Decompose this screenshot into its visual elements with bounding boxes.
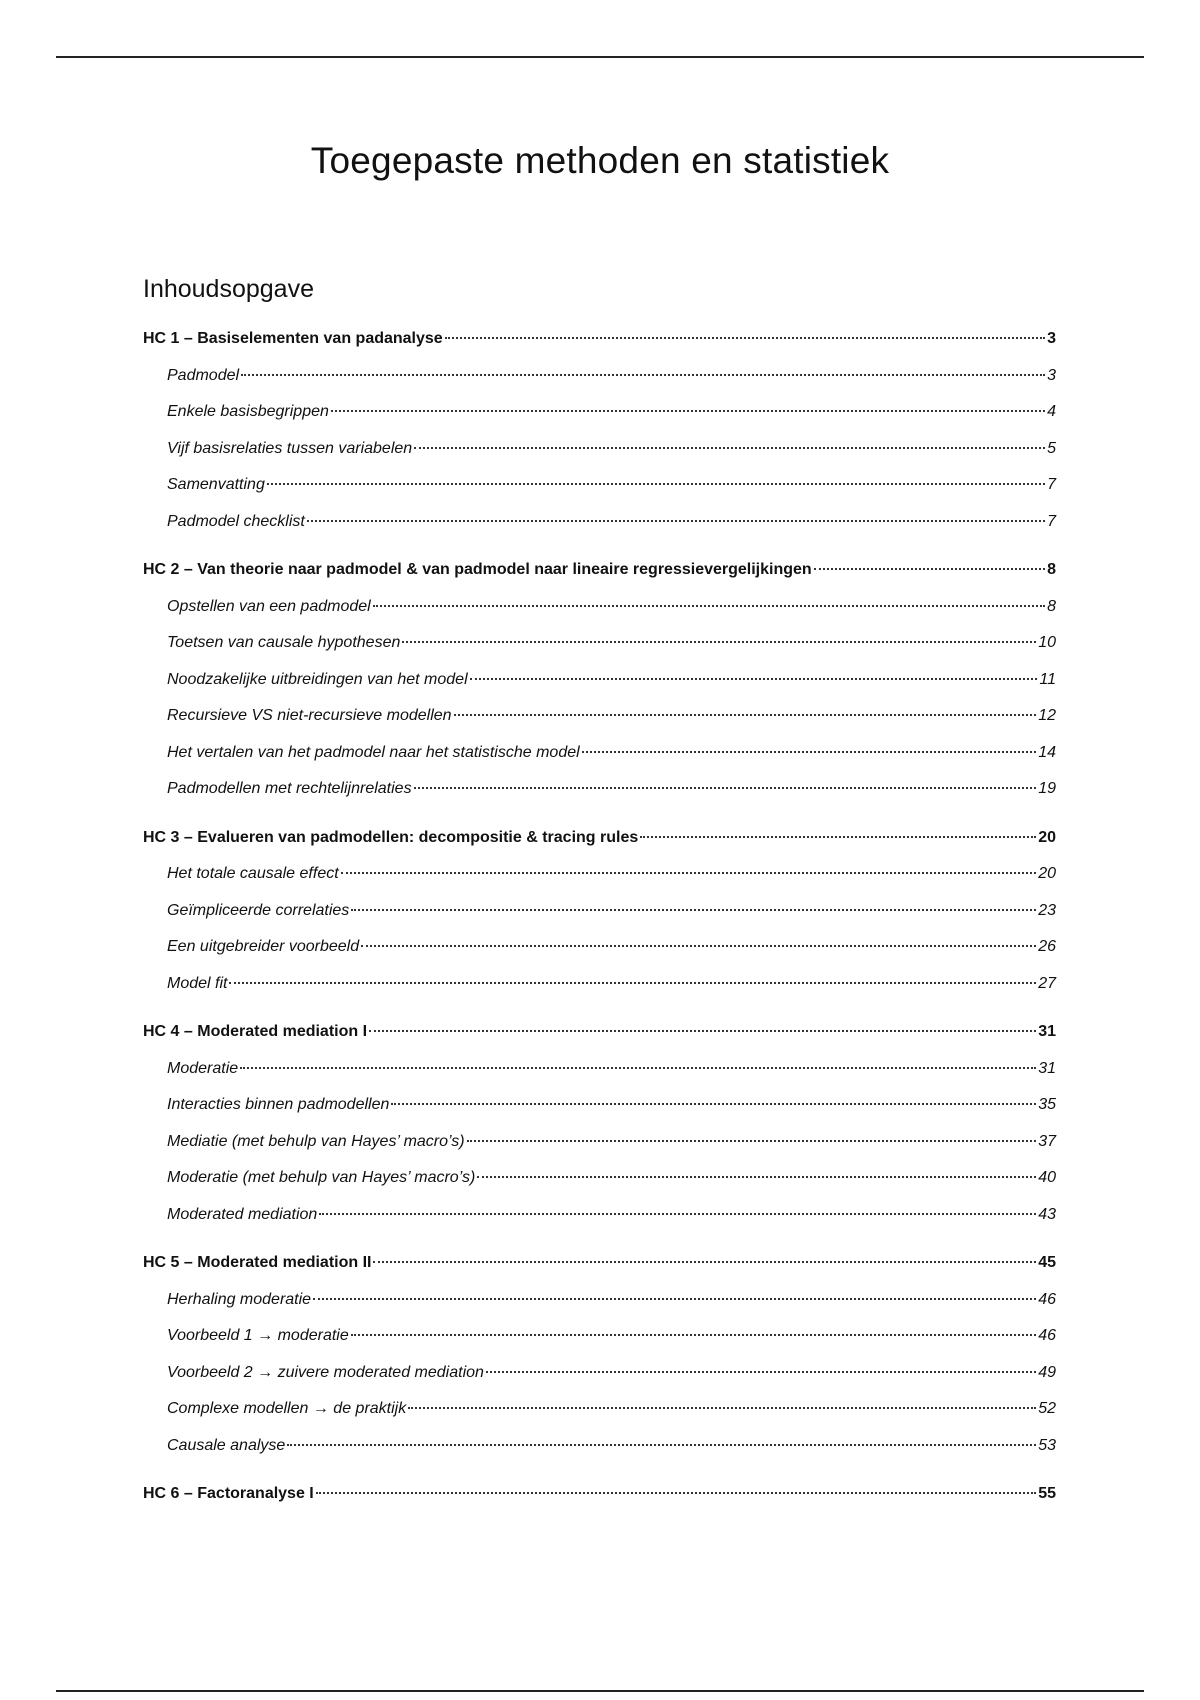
toc-entry-page-number: 53 xyxy=(1038,1436,1056,1454)
dot-leader xyxy=(470,678,1038,680)
toc-entry-title: HC 1 – Basiselementen van padanalyse xyxy=(143,330,443,347)
toc-entry-page-number: 4 xyxy=(1047,403,1056,420)
dot-leader xyxy=(369,1030,1036,1032)
toc-entry-page-number: 49 xyxy=(1038,1363,1056,1381)
toc-subsection-entry[interactable] xyxy=(143,1291,1056,1328)
toc-subsection-entry[interactable] xyxy=(143,598,1056,635)
toc-subsection-entry[interactable] xyxy=(143,902,1056,939)
toc-section xyxy=(143,561,1056,817)
toc-entry-title: HC 4 – Moderated mediation I xyxy=(143,1023,368,1040)
dot-leader xyxy=(241,374,1045,376)
toc-entry-page-number: 43 xyxy=(1038,1205,1056,1223)
toc-subsection-entry[interactable] xyxy=(143,1327,1056,1364)
toc-chapter-entry[interactable] xyxy=(143,1485,1056,1522)
dot-leader xyxy=(287,1444,1036,1446)
toc-chapter-entry[interactable] xyxy=(143,1254,1056,1291)
dot-leader xyxy=(477,1176,1036,1178)
dot-leader xyxy=(361,945,1036,947)
toc-entry-title: Moderated mediation xyxy=(167,1205,318,1223)
toc-subsection-entry[interactable] xyxy=(143,440,1056,477)
toc-entry-title: Het totale causale effect xyxy=(167,865,339,882)
toc-subsection-entry[interactable] xyxy=(143,1133,1056,1170)
dot-leader xyxy=(240,1067,1036,1069)
toc-chapter-entry[interactable] xyxy=(143,561,1056,598)
toc-subsection-entry[interactable] xyxy=(143,1364,1056,1401)
toc-entry-page-number: 46 xyxy=(1038,1290,1056,1308)
toc-entry-page-number: 26 xyxy=(1038,938,1056,955)
toc-subsection-entry[interactable] xyxy=(143,367,1056,404)
toc-entry-title: Het vertalen van het padmodel naar het statistische model xyxy=(167,743,580,761)
toc-subsection-entry[interactable] xyxy=(143,476,1056,513)
toc-entry-page-number: 8 xyxy=(1047,561,1056,578)
toc-entry-title: Herhaling moderatie xyxy=(167,1290,312,1308)
toc-entry-page-number: 55 xyxy=(1038,1485,1056,1502)
dot-leader xyxy=(414,447,1045,449)
toc-subsection-entry[interactable] xyxy=(143,1206,1056,1243)
toc-entry-title: Complexe modellen → de praktijk xyxy=(167,1400,407,1417)
toc-entry-page-number: 20 xyxy=(1038,828,1056,846)
toc-entry-title: Padmodellen met rechtelijnrelaties xyxy=(167,780,412,797)
dot-leader xyxy=(454,714,1037,716)
document-title: Toegepaste methoden en statistiek xyxy=(310,140,890,181)
dot-leader xyxy=(408,1407,1036,1409)
toc-subsection-entry[interactable] xyxy=(143,1169,1056,1206)
toc-entry-title: Causale analyse xyxy=(167,1436,286,1454)
toc-subsection-entry[interactable] xyxy=(143,975,1056,1012)
toc-entry-title: Moderatie (met behulp van Hayes’ macro’s) xyxy=(167,1169,476,1186)
toc-entry-page-number: 5 xyxy=(1047,439,1056,457)
toc-subsection-entry[interactable] xyxy=(143,865,1056,902)
toc-subsection-entry[interactable] xyxy=(143,744,1056,781)
toc-entry-page-number: 20 xyxy=(1038,865,1056,882)
dot-leader xyxy=(391,1103,1036,1105)
toc-subsection-entry[interactable] xyxy=(143,1437,1056,1474)
toc-entry-page-number: 37 xyxy=(1038,1132,1056,1150)
toc-entry-page-number: 19 xyxy=(1038,780,1056,797)
toc-entry-title: Mediatie (met behulp van Hayes’ macro’s) xyxy=(167,1132,465,1150)
toc-entry-title: HC 3 – Evalueren van padmodellen: decompositie & tracing rules xyxy=(143,828,639,846)
toc-entry-page-number: 12 xyxy=(1038,707,1056,724)
dot-leader xyxy=(814,568,1045,570)
toc-entry-page-number: 7 xyxy=(1047,512,1056,530)
toc-entry-page-number: 31 xyxy=(1038,1023,1056,1040)
toc-entry-title: Padmodel xyxy=(167,366,240,384)
dot-leader xyxy=(229,982,1036,984)
toc-entry-title: Recursieve VS niet-recursieve modellen xyxy=(167,707,452,724)
toc-heading: Inhoudsopgave xyxy=(143,275,314,303)
toc-entry-title: Samenvatting xyxy=(167,476,265,493)
dot-leader xyxy=(307,520,1045,522)
toc-subsection-entry[interactable] xyxy=(143,707,1056,744)
toc-subsection-entry[interactable] xyxy=(143,513,1056,550)
dot-leader xyxy=(402,641,1036,643)
toc-entry-title: HC 5 – Moderated mediation II xyxy=(143,1254,372,1271)
toc-entry-title: Opstellen van een padmodel xyxy=(167,597,371,615)
toc-entry-page-number: 8 xyxy=(1047,597,1056,615)
top-rule xyxy=(56,56,1144,58)
toc-subsection-entry[interactable] xyxy=(143,1400,1056,1437)
toc-subsection-entry[interactable] xyxy=(143,1096,1056,1133)
toc-subsection-entry[interactable] xyxy=(143,671,1056,708)
toc-entry-title: Padmodel checklist xyxy=(167,512,305,530)
dot-leader xyxy=(313,1298,1036,1300)
dot-leader xyxy=(373,605,1045,607)
toc-entry-page-number: 23 xyxy=(1038,901,1056,919)
toc-chapter-entry[interactable] xyxy=(143,1023,1056,1060)
dot-leader xyxy=(319,1213,1036,1215)
toc-entry-title: Voorbeeld 1 → moderatie xyxy=(167,1327,349,1344)
toc-entry-title: Voorbeeld 2 → zuivere moderated mediation xyxy=(167,1363,484,1381)
dot-leader xyxy=(351,1334,1036,1336)
toc-section xyxy=(143,330,1056,549)
toc-entry-page-number: 46 xyxy=(1038,1327,1056,1344)
toc-entry-title: Vijf basisrelaties tussen variabelen xyxy=(167,439,413,457)
toc-entry-page-number: 3 xyxy=(1047,330,1056,347)
toc-entry-title: Moderatie xyxy=(167,1059,239,1077)
toc-entry-page-number: 11 xyxy=(1039,670,1056,688)
toc-entry-page-number: 52 xyxy=(1038,1400,1056,1417)
toc-entry-page-number: 14 xyxy=(1038,743,1056,761)
toc-entry-page-number: 27 xyxy=(1038,974,1056,992)
toc-entry-title: HC 2 – Van theorie naar padmodel & van padmodel naar lineaire regressievergelijkingen xyxy=(143,561,812,578)
toc-entry-title: Een uitgebreider voorbeeld xyxy=(167,938,360,955)
toc-entry-page-number: 40 xyxy=(1038,1169,1056,1186)
dot-leader xyxy=(640,836,1036,838)
toc-subsection-entry[interactable] xyxy=(143,938,1056,975)
dot-leader xyxy=(445,337,1045,339)
toc-entry-title: Toetsen van causale hypothesen xyxy=(167,634,401,651)
toc-subsection-entry[interactable] xyxy=(143,780,1056,817)
toc-entry-page-number: 3 xyxy=(1047,366,1056,384)
toc-entry-page-number: 10 xyxy=(1038,634,1056,651)
toc-entry-title: Noodzakelijke uitbreidingen van het model xyxy=(167,670,468,688)
toc-entry-title: HC 6 – Factoranalyse I xyxy=(143,1485,314,1502)
dot-leader xyxy=(331,410,1045,412)
toc-entry-title: Geïmpliceerde correlaties xyxy=(167,901,350,919)
toc-section xyxy=(143,1485,1056,1522)
toc-entry-title: Interacties binnen padmodellen xyxy=(167,1096,390,1113)
toc-section xyxy=(143,829,1056,1012)
toc-entry-page-number: 31 xyxy=(1038,1059,1056,1077)
toc-subsection-entry[interactable] xyxy=(143,1060,1056,1097)
toc-entry-page-number: 35 xyxy=(1038,1096,1056,1113)
dot-leader xyxy=(316,1492,1036,1494)
bottom-rule xyxy=(56,1690,1144,1692)
toc-section xyxy=(143,1254,1056,1473)
toc-entry-page-number: 7 xyxy=(1047,476,1056,493)
dot-leader xyxy=(486,1371,1036,1373)
dot-leader xyxy=(414,787,1037,789)
toc-entry-title: Enkele basisbegrippen xyxy=(167,403,329,420)
dot-leader xyxy=(467,1140,1037,1142)
toc-subsection-entry[interactable] xyxy=(143,634,1056,671)
table-of-contents xyxy=(143,330,1056,1534)
toc-entry-title: Model fit xyxy=(167,974,228,992)
dot-leader xyxy=(582,751,1037,753)
toc-chapter-entry[interactable] xyxy=(143,330,1056,367)
dot-leader xyxy=(351,909,1036,911)
toc-chapter-entry[interactable] xyxy=(143,829,1056,866)
toc-subsection-entry[interactable] xyxy=(143,403,1056,440)
dot-leader xyxy=(341,872,1037,874)
dot-leader xyxy=(267,483,1045,485)
toc-entry-page-number: 45 xyxy=(1038,1254,1056,1271)
dot-leader xyxy=(373,1261,1036,1263)
toc-section xyxy=(143,1023,1056,1242)
